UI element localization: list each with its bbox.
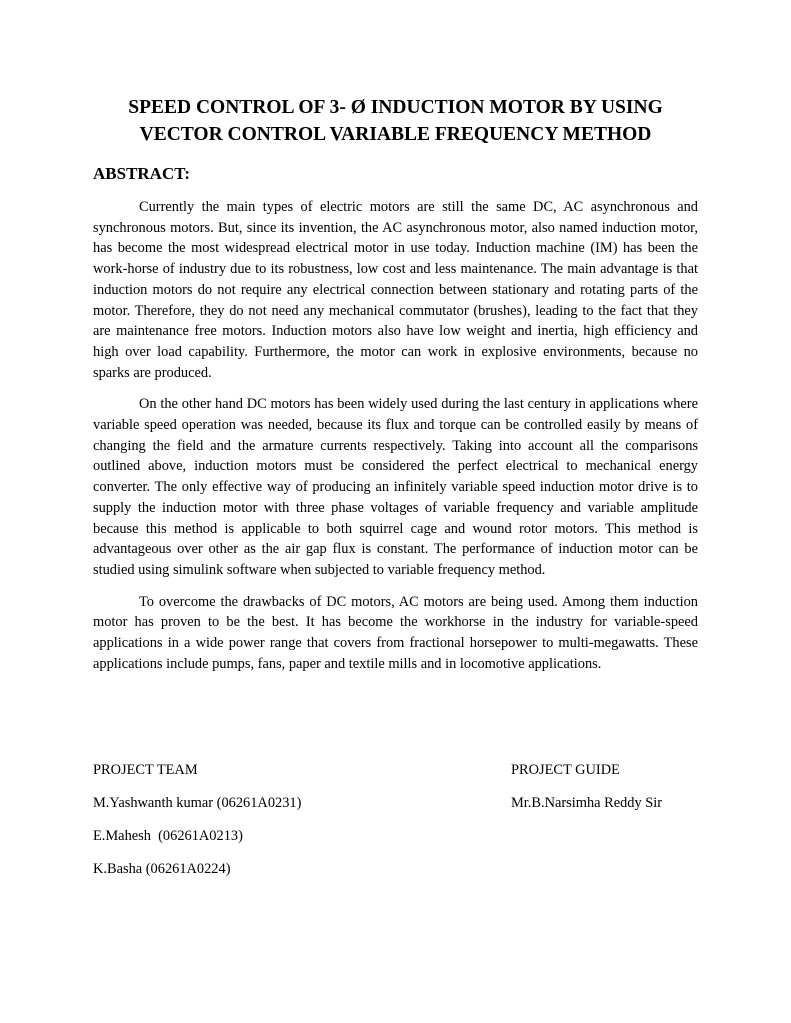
abstract-paragraph-1: Currently the main types of electric motors are still the same DC, AC asynchronous and synchronous motors. But, since its invention, the AC asynchronous motor, also named induction motor, has become the most widespread electrical motor in use today. Induction machine (IM) has been the work-horse of industry due to its robustness, low cost and less maintenance. The main advantage is that induction motors do not require any electrical connection between stationary and rotating parts of the motor. Therefore, they do not need any mechanical commutator (brushes), leading to the fact that they are maintenance free motors. Induction motors also have low weight and inertia, high efficiency and high over load capability. Furthermore, the motor can work in explosive environments, because no sparks are produced. — [93, 199, 698, 381]
document-title: SPEED CONTROL OF 3- Ø INDUCTION MOTOR BY USING VECTOR CONTROL VARIABLE FREQUENCY METHOD — [128, 97, 663, 145]
document-page — [93, 94, 698, 685]
guide-name: Mr.B.Narsimha Reddy Sir — [511, 795, 663, 811]
project-guide-heading: PROJECT GUIDE — [511, 762, 620, 778]
abstract-paragraph-2: On the other hand DC motors has been widely used during the last century in applications where variable speed operation was needed, because its flux and torque can be controlled easily by means of changing the field and the armature currents respectively. Taking into account all the comparisons outlined above, induction motors must be considered the perfect electrical to mechanical energy converter. The only effective way of producing an infinitely variable speed induction motor drive is to supply the induction motor with three phase voltages of variable frequency and variable amplitude because this method is applicable to both squirrel cage and wound rotor motors. This method is advantageous over other as the air gap flux is constant. The performance of induction motor can be studied using simulink software when subjected to variable frequency method. — [93, 396, 698, 578]
project-guide — [511, 760, 662, 826]
abstract-paragraph-3: To overcome the drawbacks of DC motors, AC motors are being used. Among them induction motor has proven to be the best. It has become the workhorse in the industry for variable-speed applications in a wide power range that covers from fractional horsepower to multi-megawatts. These applications include pumps, fans, paper and textile mills and in locomotive applications. — [93, 593, 698, 672]
team-member: E.Mahesh (06261A0213) — [93, 828, 243, 844]
abstract-heading: ABSTRACT: — [93, 164, 190, 183]
project-team-heading: PROJECT TEAM — [93, 762, 198, 778]
team-member: M.Yashwanth kumar (06261A0231) — [93, 795, 302, 811]
project-team — [93, 760, 301, 892]
credits-section — [93, 760, 698, 900]
team-member: K.Basha (06261A0224) — [93, 861, 231, 877]
